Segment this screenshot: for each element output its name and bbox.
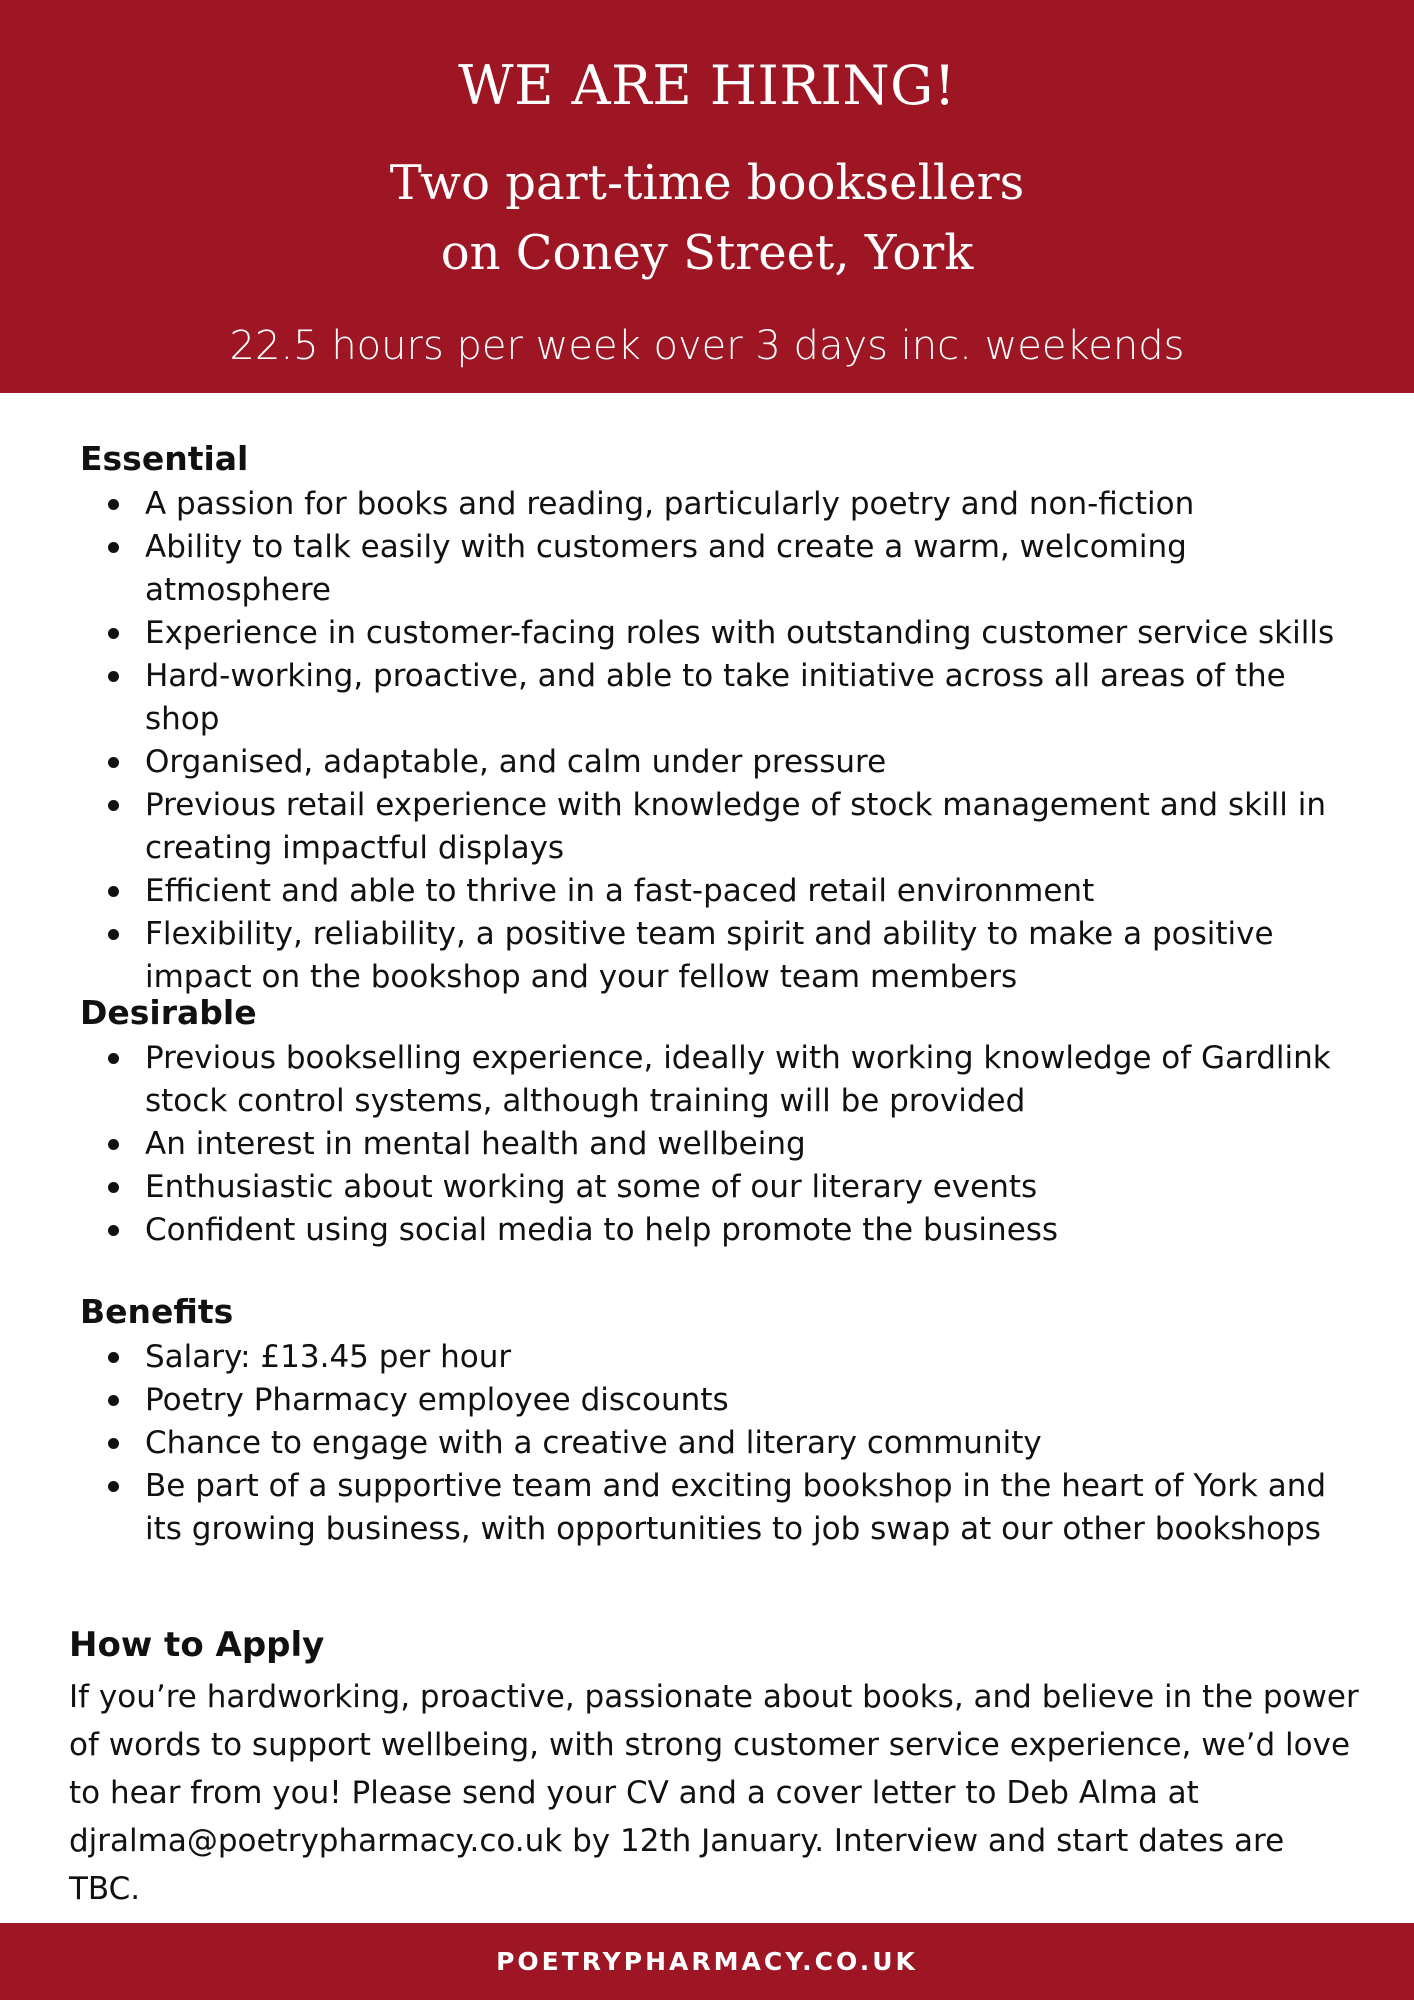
list-item-text: A passion for books and reading, particularly poetry and non-fiction [145, 486, 1195, 522]
bullet-icon [108, 1352, 119, 1363]
bullet-icon [108, 1053, 119, 1064]
list-item [80, 612, 1340, 655]
list-item [80, 1123, 1340, 1166]
bullet-icon [108, 757, 119, 768]
list-item-text: Salary: £13.45 per hour [145, 1339, 512, 1375]
footer-website: POETRYPHARMACY.CO.UK [0, 1923, 1414, 2000]
bullet-icon [108, 671, 119, 682]
bullet-icon [108, 929, 119, 940]
list-item [80, 870, 1340, 913]
bullet-icon [108, 886, 119, 897]
list-item [80, 1422, 1340, 1465]
desirable-list [80, 1037, 1340, 1252]
essential-list [80, 483, 1340, 999]
benefits-section [80, 1288, 1340, 1551]
bullet-icon [108, 499, 119, 510]
bullet-icon [108, 1139, 119, 1150]
list-item [80, 784, 1340, 870]
bullet-icon [108, 542, 119, 553]
how-to-apply-heading: How to Apply [69, 1625, 325, 1665]
list-item [80, 483, 1340, 526]
bullet-icon [108, 628, 119, 639]
list-item-text: Chance to engage with a creative and literary community [145, 1425, 1042, 1461]
essential-heading: Essential [80, 439, 249, 478]
desirable-section [80, 989, 1340, 1252]
essential-section [80, 435, 1340, 999]
list-item-text: Efficient and able to thrive in a fast-paced retail environment [145, 873, 1095, 909]
list-item-text: Organised, adaptable, and calm under pressure [145, 744, 887, 780]
list-item [80, 1336, 1340, 1379]
desirable-heading: Desirable [80, 993, 257, 1032]
header-banner [0, 0, 1414, 393]
job-subtitle-line-2: on Coney Street, York [440, 225, 974, 281]
list-item-text: Enthusiastic about working at some of our literary events [145, 1169, 1038, 1205]
list-item [80, 655, 1340, 741]
benefits-heading: Benefits [80, 1292, 234, 1331]
bullet-icon [108, 1225, 119, 1236]
list-item [80, 1037, 1340, 1123]
list-item-text: Previous retail experience with knowledge of stock management and skill in creating impactful displays [145, 787, 1327, 866]
how-to-apply-section [69, 1621, 1359, 1913]
list-item-text: Ability to talk easily with customers and create a warm, welcoming atmosphere [145, 529, 1187, 608]
list-item-text: Hard-working, proactive, and able to take initiative across all areas of the shop [145, 658, 1286, 737]
job-subtitle-line-1: Two part-time booksellers [389, 155, 1025, 211]
list-item [80, 1379, 1340, 1422]
list-item-text: Flexibility, reliability, a positive team spirit and ability to make a positive impact on the bookshop and your fellow team members [145, 916, 1274, 995]
page-title: WE ARE HIRING! [458, 54, 956, 117]
list-item-text: An interest in mental health and wellbeing [145, 1126, 806, 1162]
list-item [80, 1166, 1340, 1209]
list-item-text: Previous bookselling experience, ideally with working knowledge of Gardlink stock control systems, although training will be provided [145, 1040, 1331, 1119]
how-to-apply-text: If you’re hardworking, proactive, passionate about books, and believe in the power of words to support wellbeing, with strong customer service experience, we’d love to hear from you! Please send your CV and a cover letter to Deb Alma at djralma@poetrypharmacy.co.uk by 12th January. Interview and start dates are TBC. [69, 1679, 1359, 1907]
list-item-text: Experience in customer-facing roles with outstanding customer service skills [145, 615, 1335, 651]
bullet-icon [108, 1182, 119, 1193]
bullet-icon [108, 1438, 119, 1449]
bullet-icon [108, 1481, 119, 1492]
list-item [80, 913, 1340, 999]
job-subtitle [0, 148, 1414, 288]
bullet-icon [108, 1395, 119, 1406]
list-item [80, 1209, 1340, 1252]
list-item [80, 741, 1340, 784]
list-item [80, 526, 1340, 612]
list-item-text: Be part of a supportive team and exciting bookshop in the heart of York and its growing business, with opportunities to job swap at our other bookshops [145, 1468, 1327, 1547]
list-item-text: Confident using social media to help promote the business [145, 1212, 1059, 1248]
bullet-icon [108, 800, 119, 811]
benefits-list [80, 1336, 1340, 1551]
list-item [80, 1465, 1340, 1551]
hours-info: 22.5 hours per week over 3 days inc. weekends [229, 323, 1185, 369]
list-item-text: Poetry Pharmacy employee discounts [145, 1382, 729, 1418]
